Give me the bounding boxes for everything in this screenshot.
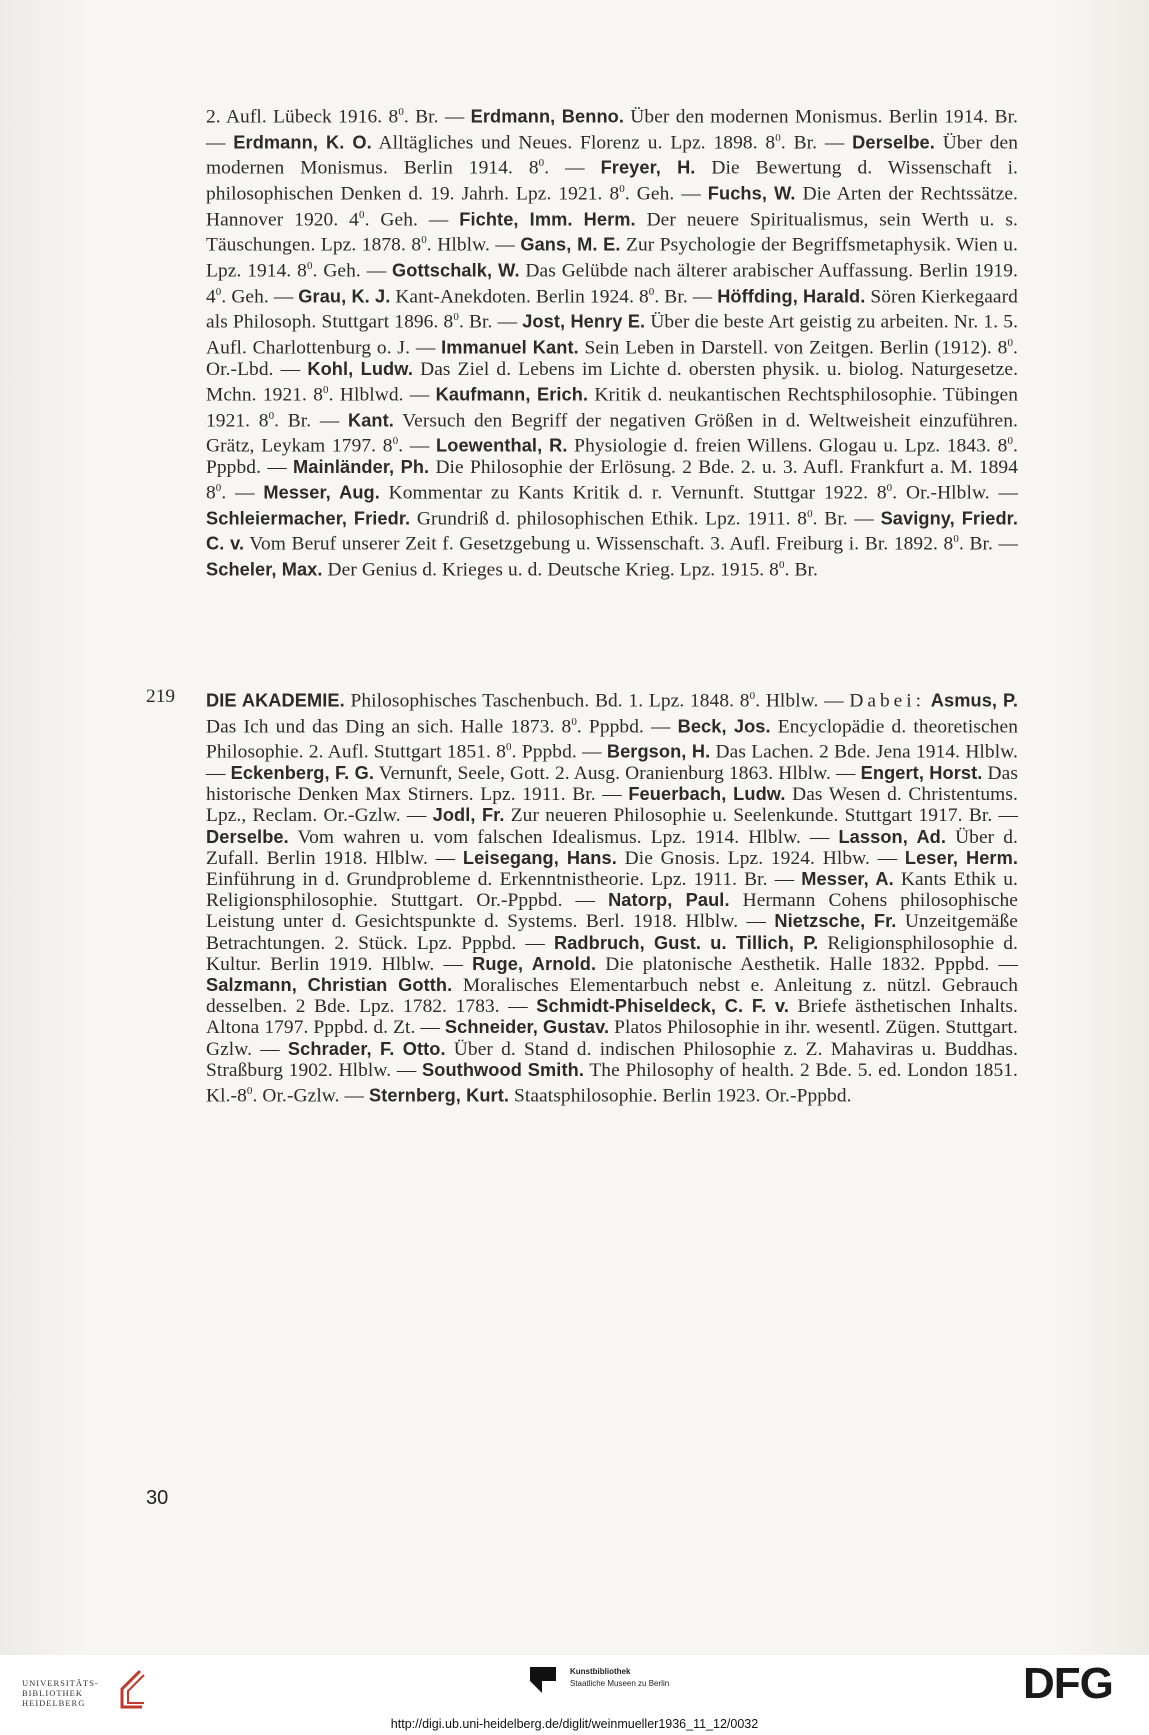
- entry-text: Über den modernen Monismus. Berlin 1914. Br. —: [206, 106, 1019, 154]
- author-name: Gottschalk, W.: [392, 260, 520, 281]
- author-name: Immanuel Kant.: [441, 337, 579, 358]
- entry-text: Zur neueren Philosophie u. Seelenkunde. Stuttgart 1917. Br. —: [504, 805, 1018, 827]
- entry-text: . Or.-Gzlw. —: [252, 1085, 369, 1107]
- entry-text: Kritik d. neukantischen Rechtsphilosophie. Tübingen 1921. 8: [206, 384, 1019, 432]
- entry-text: . Br. —: [958, 533, 1018, 555]
- entry-text: Philosophisches Taschenbuch. Bd. 1. Lpz. 1848. 8: [344, 690, 750, 712]
- entry-text: . Br. —: [458, 311, 523, 333]
- author-name: Radbruch, Gust. u. Tillich, P.: [553, 932, 819, 953]
- entry-text: Sören Kierkegaard als Philosoph. Stuttgart 1896. 8: [206, 286, 1018, 333]
- author-name: Schmidt-Phiseldeck, C. F. v.: [536, 996, 790, 1017]
- entry-text: Vom wahren u. vom falschen Idealismus. Lpz. 1914. Hlblw. —: [288, 826, 839, 848]
- kunstbibliothek-name: Kunstbibliothek: [570, 1667, 631, 1676]
- entry-text: Kant-Anekdoten. Berlin 1924. 8: [390, 286, 649, 308]
- author-name: DIE AKADEMIE.: [206, 690, 345, 711]
- entry-text: . Or.-Hlblw. —: [892, 482, 1018, 504]
- author-name: Leser, Herm.: [904, 847, 1019, 868]
- author-name: Kaufmann, Erich.: [435, 384, 589, 405]
- entry-text: Das historische Denken Max Stirners. Lpz. 1911. Br. —: [206, 763, 1019, 806]
- catalog-entry-continued: [206, 102, 1018, 581]
- entry-text: . Br. —: [654, 286, 718, 308]
- entry-text: . Geh. —: [364, 209, 460, 231]
- format-degree: 0: [778, 559, 785, 572]
- format-degree: 0: [358, 208, 365, 221]
- ub-line-1: UNIVERSITÄTS-: [22, 1678, 99, 1688]
- author-name: Schleiermacher, Friedr.: [206, 508, 411, 529]
- author-name: Jost, Henry E.: [522, 311, 646, 332]
- entry-text: Die Arten der Rechtssätze. Hannover 1920. 4: [206, 183, 1018, 231]
- author-name: Eckenberg, F. G.: [230, 763, 375, 784]
- format-degree: 0: [775, 131, 781, 144]
- entry-text: Über die beste Art geistig zu arbeiten. Nr. 1. 5. Aufl. Charlottenburg o. J. —: [206, 311, 1019, 359]
- author-name: Beck, Jos.: [677, 716, 771, 737]
- entry-text: . Or.-Lbd. —: [206, 337, 1018, 380]
- format-degree: 0: [749, 690, 756, 702]
- author-name: Höffding, Harald.: [717, 286, 866, 307]
- format-degree: 0: [538, 157, 545, 170]
- entry-text: . Geh. —: [624, 183, 708, 205]
- entry-text: . Br. —: [274, 410, 348, 432]
- author-name: Loewenthal, R.: [436, 435, 568, 456]
- entry-text: 2. Aufl. Lübeck 1916. 8: [206, 106, 399, 128]
- entry-text: Alltägliches und Neues. Florenz u. Lpz. 1898. 8: [371, 132, 776, 154]
- author-name: Leisegang, Hans.: [462, 847, 617, 868]
- entry-text: Die Bewertung d. Wissenschaft i. philosophischen Denken d. 19. Jahrh. Lpz. 1921. 8: [206, 157, 1018, 205]
- entry-text: . Br.: [784, 559, 818, 581]
- format-degree: 0: [398, 106, 404, 118]
- entry-text: Zur Psychologie der Begriffsmetaphysik. Wien u. Lpz. 1914. 8: [206, 234, 1019, 282]
- entry-text: Encyclopädie d. theoretischen Philosophie. 2. Aufl. Stuttgart 1851. 8: [206, 716, 1019, 763]
- entry-text: The Philosophy of health. 2 Bde. 5. ed. London 1851. Kl.-8: [206, 1059, 1018, 1107]
- author-name: Bergson, H.: [606, 741, 711, 762]
- author-name: Messer, A.: [801, 869, 894, 890]
- author-name: Scheler, Max.: [206, 559, 323, 580]
- author-name: Fichte, Imm. Herm.: [459, 209, 636, 230]
- author-name: Freyer, H.: [600, 157, 696, 178]
- ub-line-3: HEIDELBERG: [22, 1698, 86, 1708]
- format-degree: 0: [807, 507, 813, 520]
- lot-number: 219: [146, 686, 176, 707]
- format-degree: 0: [421, 234, 427, 247]
- author-name: Schrader, F. Otto.: [287, 1038, 446, 1059]
- entry-text: . Geh. —: [312, 260, 393, 282]
- entry-text: Physiologie d. freien Willens. Glogau u. Lpz. 1843. 8: [567, 435, 1008, 457]
- entry-text: . Hlblwd. —: [328, 384, 436, 406]
- entry-text: Kommentar zu Kants Kritik d. r. Vernunft. Stuttgar 1922. 8: [379, 482, 887, 504]
- format-degree: 0: [1007, 435, 1014, 448]
- author-name: Gans, M. E.: [520, 234, 621, 255]
- ub-line-2: BIBLIOTHEK: [22, 1688, 83, 1698]
- footer-bar: [0, 1655, 1149, 1735]
- entry-text: . Hlblw. —: [755, 690, 850, 712]
- entry-text: Das Wesen d. Christentums. Lpz., Reclam. Or.-Gzlw. —: [206, 784, 1018, 827]
- format-degree: 0: [268, 409, 275, 422]
- entry-text: . —: [221, 482, 264, 504]
- author-name: Jodl, Fr.: [432, 805, 505, 826]
- author-name: Feuerbach, Ludw.: [628, 784, 786, 805]
- entry-text: Vernunft, Seele, Gott. 2. Ausg. Oranienburg 1863. Hlblw. —: [374, 763, 861, 785]
- entry-text: Das Ziel d. Lebens im Lichte d. obersten physik. u. biolog. Naturgesetze. Mchn. 1921. 8: [206, 358, 1019, 406]
- author-name: Grau, K. J.: [298, 286, 391, 307]
- heidelberg-library-logo[interactable]: [22, 1667, 152, 1717]
- entry-text: . Geh. —: [221, 286, 299, 308]
- format-degree: 0: [215, 482, 222, 495]
- author-name: Kant.: [347, 410, 394, 431]
- format-degree: 0: [571, 715, 577, 728]
- ub-mark-icon: [114, 1667, 150, 1713]
- author-name: Southwood Smith.: [422, 1059, 584, 1080]
- format-degree: 0: [246, 1085, 253, 1098]
- entry-text: . Pppbd. —: [206, 435, 1018, 478]
- catalog-entry-219: [206, 686, 1018, 1107]
- author-name: Erdmann, K. O.: [233, 132, 372, 153]
- entry-text: . Pppbd. —: [511, 741, 607, 763]
- author-name: Ruge, Arnold.: [472, 953, 597, 974]
- entry-text: Der Genius d. Krieges u. d. Deutsche Krieg. Lpz. 1915. 8: [322, 559, 779, 581]
- entry-text: Religionsphilosophie d. Kultur. Berlin 1919. Hlblw. —: [206, 932, 1018, 975]
- kunstbibliothek-logo-icon: [528, 1665, 562, 1695]
- entry-text: Kants Ethik u. Religionsphilosophie. Stuttgart. Or.-Pppbd. —: [206, 869, 1019, 912]
- entry-text: Das Lachen. 2 Bde. Jena 1914. Hlblw. —: [206, 741, 1018, 785]
- entry-text: Hermann Cohens philosophische Leistung unter d. Gesichtspunkte d. Systems. Berl. 1918. Hlblw. —: [206, 890, 1018, 933]
- author-name: Sternberg, Kurt.: [368, 1085, 510, 1106]
- author-name: Salzmann, Christian Gotth.: [206, 975, 453, 996]
- entry-text: Sein Leben in Darstell. von Zeitgen. Berlin (1912). 8: [578, 337, 1008, 359]
- permalink-url[interactable]: http://digi.ub.uni-heidelberg.de/diglit/weinmueller1936_11_12/0032: [390, 1717, 759, 1731]
- entry-text: Staatsphilosophie. Berlin 1923. Or.-Pppbd.: [509, 1085, 852, 1107]
- author-name: Natorp, Paul.: [608, 890, 730, 911]
- entry-text: . Br. —: [403, 106, 471, 128]
- entry-text: Einführung in d. Grundprobleme d. Erkenntnistheorie. Lpz. 1911. Br. —: [206, 869, 802, 891]
- entry-text: Vom Beruf unserer Zeit f. Gesetzgebung u. Wissenschaft. 3. Aufl. Freiburg i. Br. 1892. 8: [244, 533, 954, 555]
- entry-text: Über d. Stand d. indischen Philosophie z. Z. Mahaviras u. Buddhas. Straßburg 1902. Hlblw. —: [206, 1038, 1018, 1081]
- author-name: Erdmann, Benno.: [470, 106, 625, 127]
- entry-text: Über d. Zufall. Berlin 1918. Hlblw. —: [206, 826, 1018, 869]
- entry-text: Moralisches Elementarbuch nebst e. Anleitung z. nützl. Gebrauch desselben. 2 Bde. Lpz. 1782. 1783. —: [206, 975, 1019, 1018]
- format-degree: 0: [453, 311, 459, 324]
- author-name: Schneider, Gustav.: [444, 1017, 610, 1038]
- entry-text: Dabei:: [849, 690, 926, 712]
- entry-text: Die platonische Aesthetik. Halle 1832. Pppbd. —: [596, 953, 1018, 975]
- author-name: Mainländer, Ph.: [293, 456, 430, 477]
- entry-text: Das Ich und das Ding an sich. Halle 1873. 8: [206, 716, 572, 738]
- entry-text: Platos Philosophie in ihr. wesentl. Zügen. Stuttgart. Gzlw. —: [206, 1017, 1018, 1060]
- entry-text: Briefe ästhetischen Inhalts. Altona 1797. Pppbd. d. Zt. —: [206, 996, 1019, 1039]
- entry-text: . —: [398, 435, 437, 457]
- author-name: Nietzsche, Fr.: [774, 911, 897, 932]
- entry-text: Die Gnosis. Lpz. 1924. Hlbw. —: [616, 847, 905, 869]
- page-number: 30: [146, 1487, 169, 1509]
- format-degree: 0: [215, 285, 222, 298]
- entry-text: . Pppbd. —: [576, 716, 678, 738]
- format-degree: 0: [619, 183, 625, 196]
- author-name: Fuchs, W.: [707, 183, 796, 204]
- kunstbibliothek-subtitle: Staatliche Museen zu Berlin: [570, 1679, 670, 1688]
- entry-text: Unzeitgemäße Betrachtungen. 2. Stück. Lpz. Pppbd. —: [206, 911, 1018, 954]
- format-degree: 0: [648, 285, 655, 298]
- entry-text: Über den modernen Monismus. Berlin 1914. 8: [206, 132, 1018, 179]
- format-degree: 0: [506, 741, 512, 754]
- author-name: Derselbe.: [852, 132, 935, 153]
- entry-text: . —: [544, 157, 601, 179]
- entry-text: . Br. —: [780, 132, 853, 154]
- entry-text: Grundriß d. philosophischen Ethik. Lpz. 1911. 8: [410, 508, 808, 530]
- entry-text: Versuch den Begriff der negativen Größen in d. Weltweisheit einzuführen. Grätz, Leykam 1797. 8: [206, 410, 1019, 457]
- format-degree: 0: [392, 435, 399, 448]
- entry-text: Das Gelübde nach älterer arabischer Auffassung. Berlin 1919. 4: [206, 260, 1018, 308]
- dfg-logo[interactable]: DFG: [1023, 1659, 1113, 1708]
- format-degree: 0: [323, 383, 329, 396]
- author-name: Kohl, Ludw.: [307, 358, 413, 379]
- author-name: Asmus, P.: [930, 690, 1018, 711]
- entry-text: Der neuere Spiritualismus, sein Werth u. s. Täuschungen. Lpz. 1878. 8: [206, 209, 1018, 256]
- entry-text: . Br. —: [812, 508, 881, 530]
- format-degree: 0: [1007, 337, 1014, 350]
- entry-text: Die Philosophie der Erlösung. 2 Bde. 2. u. 3. Aufl. Frankfurt a. M. 1894 8: [206, 456, 1018, 504]
- format-degree: 0: [886, 482, 893, 495]
- author-name: Savigny, Friedr. C. v.: [206, 508, 1018, 554]
- author-name: Messer, Aug.: [263, 482, 380, 503]
- author-name: Derselbe.: [206, 826, 289, 847]
- author-name: Lasson, Ad.: [838, 826, 947, 847]
- author-name: Engert, Horst.: [860, 763, 983, 784]
- format-degree: 0: [306, 260, 313, 273]
- format-degree: 0: [953, 533, 959, 546]
- entry-text: . Hlblw. —: [426, 234, 521, 256]
